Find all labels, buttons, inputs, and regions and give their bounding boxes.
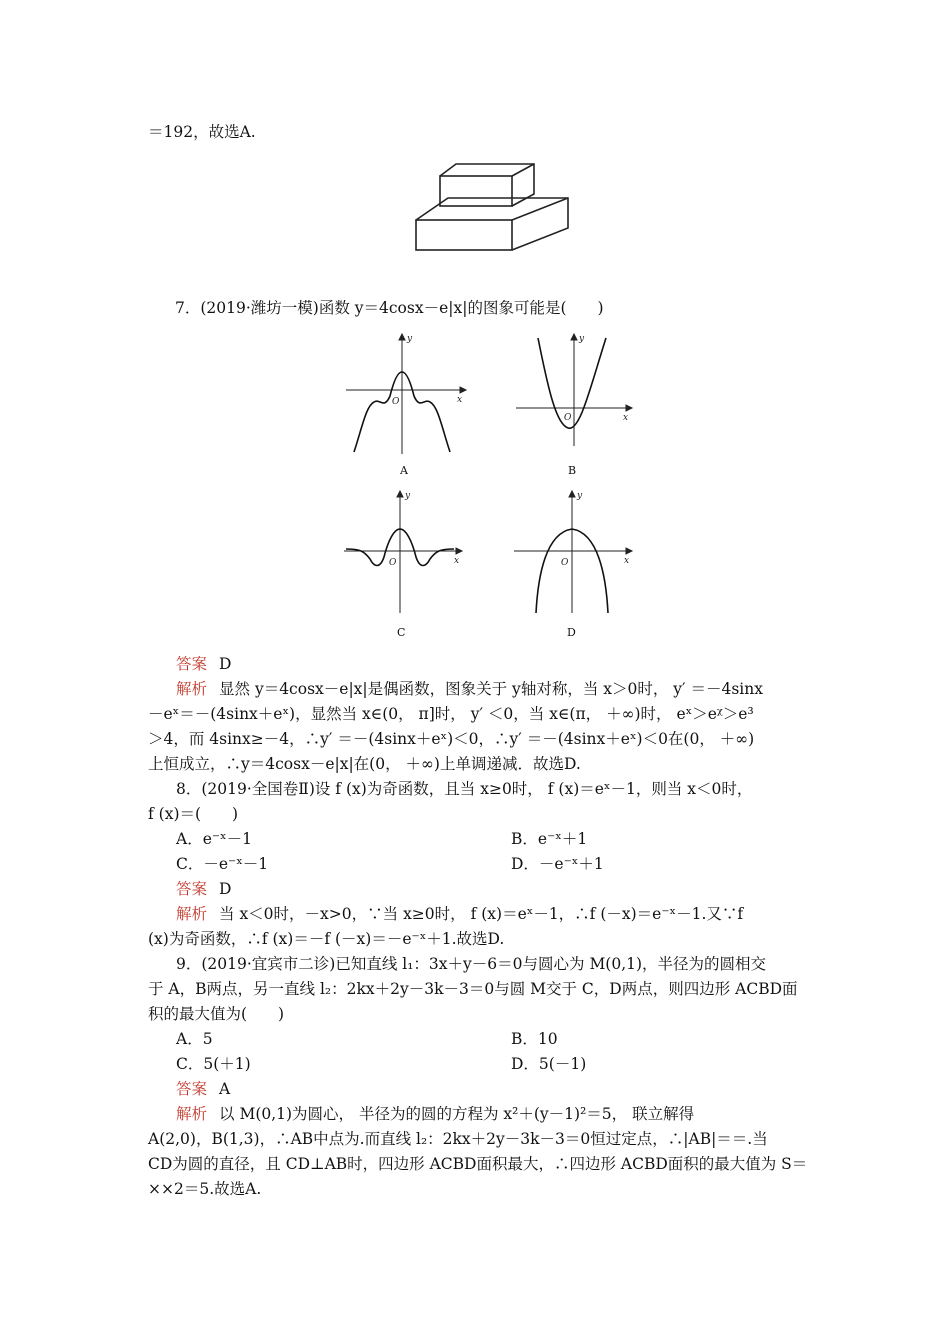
graph-option-a	[344, 328, 472, 456]
q8-option-d: D．－e⁻ˣ＋1	[511, 855, 604, 873]
q9-stem-line-2: 于 A，B两点，另一直线 l₂：2kx＋2y－3k－3＝0与圆 M交于 C，D两点，则四边形 ACBD面	[148, 980, 798, 998]
q8-stem-line-1: 8．(2019·全国卷Ⅱ)设 f (x)为奇函数，且当 x≥0时， f (x)＝eˣ－1，则当 x＜0时，	[176, 780, 753, 798]
solid-figure	[410, 160, 580, 256]
analysis-label: 解析	[176, 905, 208, 923]
answer-label: 答案	[176, 1080, 208, 1098]
curve-b	[538, 338, 606, 428]
q9-option-d: D．5(－1)	[511, 1055, 587, 1073]
q9-answer	[176, 1079, 230, 1099]
origin-label: O	[564, 413, 572, 423]
caption-b: B	[568, 464, 577, 477]
q9-option-b: B．10	[511, 1030, 558, 1048]
q9-analysis-line-2: A(2,0)，B(1,3)，∴AB中点为.而直线 l₂：2kx＋2y－3k－3＝0恒过定点，∴|AB|＝＝.当	[148, 1130, 768, 1148]
q8-option-a: A．e⁻ˣ－1	[176, 830, 252, 848]
q7-analysis-line-4: 上恒成立，∴y＝4cosx－e|x|在(0， ＋∞)上单调递减．故选D.	[148, 755, 581, 773]
q7-analysis-line-2: －eˣ＝－(4sinx＋eˣ)，显然当 x∈(0， π]时， y′ ＜0，当 x∈(π， ＋∞)时， eˣ＞eᵡ＞e³	[148, 705, 754, 723]
upper-block-top-side	[440, 164, 534, 206]
axis-y-label: y	[407, 334, 413, 344]
previous-answer-tail: ＝192，故选A.	[148, 123, 256, 141]
axis-x-label: x	[454, 556, 460, 566]
q9-analysis-line-1: 解析 以 M(0,1)为圆心， 半径为的圆的方程为 x²＋(y－1)²＝5， 联立解得	[176, 1105, 695, 1123]
upper-block-front	[440, 176, 512, 206]
q9-stem-line-1: 9．(2019·宜宾市二诊)已知直线 l₁：3x＋y－6＝0与圆心为 M(0,1)，半径为的圆相交	[176, 955, 767, 973]
q9-option-a: A．5	[176, 1030, 213, 1048]
q9-analysis-line-4: ××2＝5.故选A.	[148, 1180, 262, 1198]
origin-label: O	[392, 397, 400, 407]
q8-answer	[176, 879, 231, 899]
answer-value: D	[219, 880, 232, 898]
q9-stem-line-3: 积的最大值为( )	[148, 1005, 285, 1023]
answer-label: 答案	[176, 880, 208, 898]
origin-label: O	[561, 558, 569, 568]
analysis-label: 解析	[176, 680, 208, 698]
q7-answer	[176, 654, 231, 674]
caption-a: A	[400, 464, 408, 477]
q8-option-c: C．－e⁻ˣ－1	[176, 855, 269, 873]
caption-c: C	[397, 626, 406, 639]
q7-stem: 7．(2019·潍坊一模)函数 y＝4cosx－e|x|的图象可能是( )	[175, 299, 604, 317]
q8-analysis-line-1: 解析 当 x＜0时，－x>0，∵当 x≥0时， f (x)＝eˣ－1，∴f (－x)＝e⁻ˣ－1.又∵f	[176, 905, 744, 923]
q9-analysis-line-3: CD为圆的直径，且 CD⊥AB时，四边形 ACBD面积最大，∴四边形 ACBD面积的最大值为 S＝	[148, 1155, 808, 1173]
axis-x-label: x	[624, 556, 630, 566]
axis-x-label: x	[623, 413, 629, 423]
q8-stem-line-2: f (x)＝( )	[148, 805, 239, 823]
lower-block-front	[416, 220, 512, 250]
graph-option-b	[510, 328, 638, 448]
q9-option-c: C．5(＋1)	[176, 1055, 251, 1073]
graph-option-d	[510, 485, 638, 615]
q8-option-b: B．e⁻ˣ＋1	[511, 830, 588, 848]
analysis-label: 解析	[176, 1105, 208, 1123]
graph-option-c	[342, 485, 470, 615]
caption-d: D	[567, 626, 576, 639]
answer-label: 答案	[176, 655, 208, 673]
axis-y-label: y	[579, 334, 585, 344]
answer-value: D	[219, 655, 232, 673]
q8-analysis-line-2: (x)为奇函数，∴f (x)＝－f (－x)＝－e⁻ˣ＋1.故选D.	[148, 930, 505, 948]
q7-analysis-line-1: 解析 显然 y＝4cosx－e|x|是偶函数，图象关于 y轴对称，当 x＞0时， y′ ＝－4sinx	[176, 680, 763, 698]
axis-x-label: x	[457, 395, 463, 405]
stepped-block-drawing	[410, 160, 580, 256]
origin-label: O	[389, 558, 397, 568]
axis-y-label: y	[577, 491, 583, 501]
answer-value: A	[219, 1080, 231, 1098]
axis-y-label: y	[405, 491, 411, 501]
q7-analysis-line-3: ＞4，而 4sinx≥－4，∴y′ ＝－(4sinx＋eˣ)＜0，∴y′ ＝－(4sinx＋eˣ)＜0在(0， ＋∞)	[148, 730, 755, 748]
